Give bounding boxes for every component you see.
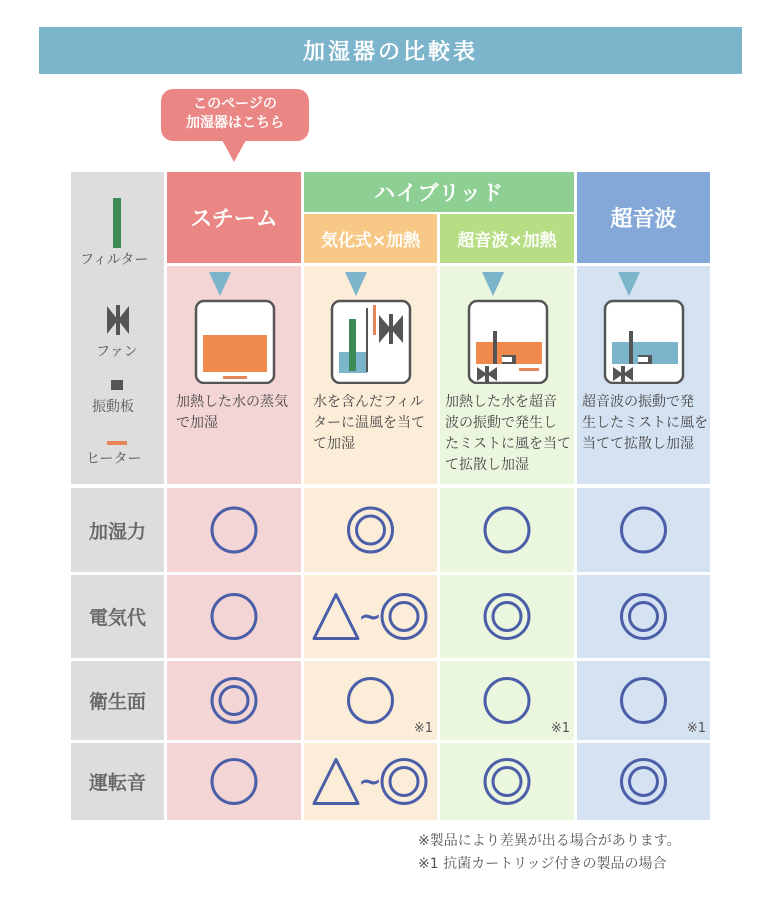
heater-legend-icon xyxy=(107,441,127,445)
tilde-range-mark: ~ xyxy=(358,599,382,633)
steam-description-cell xyxy=(167,266,301,484)
rating-cell xyxy=(577,575,710,658)
circle-rating-icon xyxy=(485,508,529,552)
double-circle-inner-ring xyxy=(493,603,521,631)
triangle-rating-icon xyxy=(314,760,358,804)
rating-cell xyxy=(577,488,710,572)
desc-line: たミストに風を当て xyxy=(445,436,571,452)
rating-cell xyxy=(440,743,574,820)
double-circle-inner-ring xyxy=(390,603,418,631)
triangle-rating-icon xyxy=(314,595,358,639)
desc-line: 加熱した水の蒸気 xyxy=(176,394,288,410)
ultrasonic-diagram xyxy=(596,272,690,384)
callout-line-2: 加湿器はこちら xyxy=(186,115,284,131)
antibacterial-note-mark: ※1 xyxy=(550,721,570,736)
desc-line: で加湿 xyxy=(176,415,218,431)
double-circle-inner-ring xyxy=(630,603,658,631)
row-label: 加湿力 xyxy=(71,488,164,572)
ultrasonic-description-cell xyxy=(577,266,710,484)
rating-cell xyxy=(440,575,574,658)
double-circle-inner-ring xyxy=(390,768,418,796)
circle-rating-icon xyxy=(485,679,529,723)
page-title: 加湿器の比較表 xyxy=(39,27,742,74)
rating-cell xyxy=(304,743,437,820)
double-circle-inner-ring xyxy=(357,516,385,544)
callout-line-1: このページの xyxy=(193,96,277,112)
double-circle-inner-ring xyxy=(630,768,658,796)
circle-rating-icon xyxy=(212,508,256,552)
header-hybrid-heat: 気化式×加熱 xyxy=(304,214,437,263)
ultrasonic-description xyxy=(578,392,712,455)
rating-cell xyxy=(167,661,301,740)
double-circle-inner-ring xyxy=(220,687,248,715)
desc-line: 加熱した水を超音 xyxy=(445,394,557,410)
desc-line: 波の振動で発生し xyxy=(445,415,557,431)
rating-cell xyxy=(304,661,437,740)
rating-cell xyxy=(577,661,710,740)
hybrid-ultrasonic-description-cell xyxy=(440,266,574,484)
rating-cell xyxy=(304,488,437,572)
tilde-range-mark: ~ xyxy=(358,764,382,798)
footnote-antibacterial: ※1 抗菌カートリッジ付きの製品の場合 xyxy=(418,856,667,872)
header-hybrid-ultrasonic: 超音波×加熱 xyxy=(440,214,574,263)
hybrid-heat-diagram xyxy=(323,272,417,384)
header-hybrid: ハイブリッド xyxy=(304,172,574,212)
rating-cell xyxy=(167,743,301,820)
legend-heater-label: ヒーター xyxy=(86,451,142,467)
steam-description xyxy=(172,392,302,434)
footnote-general: ※製品により差異が出る場合があります。 xyxy=(418,833,681,849)
hybrid-ultrasonic-diagram xyxy=(460,272,554,384)
rating-cell xyxy=(167,575,301,658)
row-label: 衛生面 xyxy=(71,661,164,740)
steam-diagram xyxy=(187,272,281,384)
double-circle-inner-ring xyxy=(493,768,521,796)
desc-line: て加湿 xyxy=(313,436,355,452)
header-steam: スチーム xyxy=(167,172,301,263)
desc-line: ターに温風を当て xyxy=(313,415,425,431)
hybrid-heat-description-cell xyxy=(304,266,437,484)
desc-line: て拡散し加湿 xyxy=(445,457,529,473)
rating-cell xyxy=(577,743,710,820)
rating-cell xyxy=(167,488,301,572)
legend-filter-label: フィルター xyxy=(80,252,149,268)
circle-rating-icon xyxy=(212,760,256,804)
rating-cell xyxy=(304,575,437,658)
rating-cell xyxy=(440,661,574,740)
legend-plate-label: 振動板 xyxy=(92,399,134,415)
desc-line: 超音波の振動で発 xyxy=(582,394,694,410)
desc-line: 当てて拡散し加湿 xyxy=(582,436,694,452)
row-label: 運転音 xyxy=(71,743,164,820)
antibacterial-note-mark: ※1 xyxy=(413,721,433,736)
hybrid-ultrasonic-description xyxy=(441,392,575,476)
circle-rating-icon xyxy=(212,595,256,639)
antibacterial-note-mark: ※1 xyxy=(686,721,706,736)
row-label: 電気代 xyxy=(71,575,164,658)
header-ultrasonic: 超音波 xyxy=(577,172,710,263)
plate-legend-icon xyxy=(111,380,123,390)
circle-rating-icon xyxy=(622,679,666,723)
filter-legend-icon xyxy=(113,198,121,248)
circle-rating-icon xyxy=(622,508,666,552)
legend-column xyxy=(71,172,164,484)
fan-legend-icon xyxy=(105,303,131,337)
legend-fan-label: ファン xyxy=(96,344,138,360)
desc-line: 生したミストに風を xyxy=(582,415,708,431)
hybrid-heat-description xyxy=(309,392,439,455)
rating-cell xyxy=(440,488,574,572)
desc-line: 水を含んだフィル xyxy=(313,394,424,410)
circle-rating-icon xyxy=(349,679,393,723)
